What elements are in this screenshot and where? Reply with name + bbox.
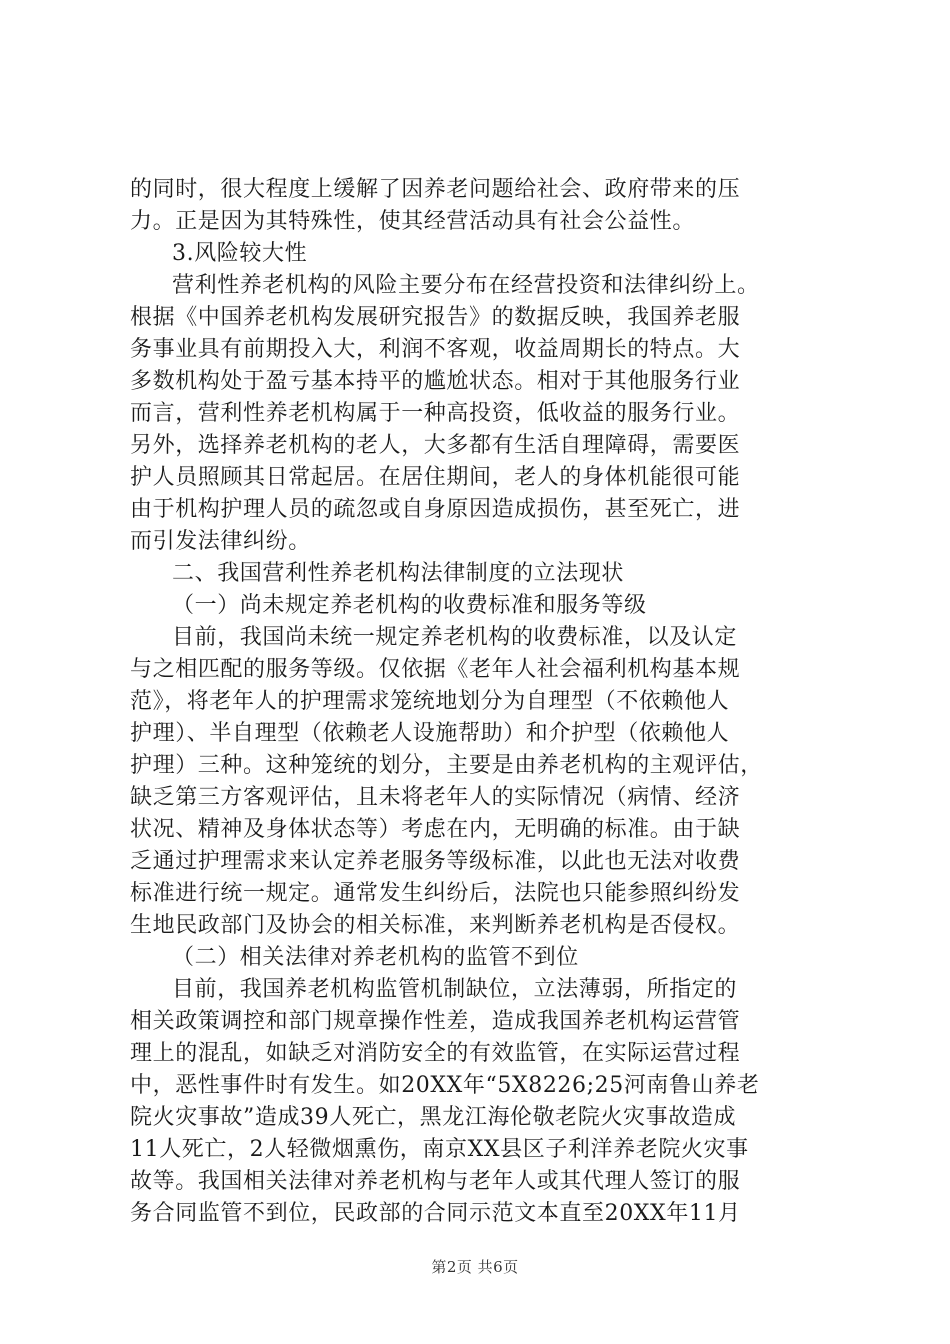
body-text-line: 另外，选择养老机构的老人，大多都有生活自理障碍，需要医 xyxy=(130,433,741,458)
body-text-line: 而言，营利性养老机构属于一种高投资，低收益的服务行业。 xyxy=(130,401,741,426)
paragraph-start-line: 营利性养老机构的风险主要分布在经营投资和法律纠纷上。 xyxy=(172,273,760,298)
body-text-line: 务事业具有前期投入大，利润不客观，收益周期长的特点。大 xyxy=(130,337,741,362)
body-text-line: 护理）三种。这种笼统的划分，主要是由养老机构的主观评估， xyxy=(130,753,763,778)
body-text-line: 理上的混乱，如缺乏对消防安全的有效监管，在实际运营过程 xyxy=(130,1041,741,1066)
body-text-line: 务合同监管不到位，民政部的合同示范文本直至20XX年11月 xyxy=(130,1201,741,1226)
paragraph-start-line: 目前，我国尚未统一规定养老机构的收费标准，以及认定 xyxy=(172,625,738,650)
section-subheading: 3.风险较大性 xyxy=(172,241,308,266)
body-text-line: 生地民政部门及协会的相关标准，来判断养老机构是否侵权。 xyxy=(130,913,741,938)
body-text-line: 中，恶性事件时有发生。如20XX年“5X8226;25河南鲁山养老 xyxy=(130,1073,760,1098)
paragraph-start-line: 目前，我国养老机构监管机制缺位，立法薄弱，所指定的 xyxy=(172,977,738,1002)
body-text-line: 多数机构处于盈亏基本持平的尴尬状态。相对于其他服务行业 xyxy=(130,369,741,394)
body-text-line: 护人员照顾其日常起居。在居住期间，老人的身体机能很可能 xyxy=(130,465,741,490)
body-text-line: 缺乏第三方客观评估，且未将老年人的实际情况（病情、经济 xyxy=(130,785,741,810)
subsection-heading: （二）相关法律对养老机构的监管不到位 xyxy=(172,945,579,970)
body-text-line: 由于机构护理人员的疏忽或自身原因造成损伤，甚至死亡，进 xyxy=(130,497,741,522)
page-number-footer: 第2页 共6页 xyxy=(431,1258,519,1276)
subsection-heading: （一）尚未规定养老机构的收费标准和服务等级 xyxy=(172,593,647,618)
body-text-line: 与之相匹配的服务等级。仅依据《老年人社会福利机构基本规 xyxy=(130,657,741,682)
body-text-line: 相关政策调控和部门规章操作性差，造成我国养老机构运营管 xyxy=(130,1009,741,1034)
body-text-line: 11人死亡，2人轻微烟熏伤，南京XX县区子利洋养老院火灾事 xyxy=(130,1137,749,1162)
body-text-line: 乏通过护理需求来认定养老服务等级标准，以此也无法对收费 xyxy=(130,849,741,874)
body-text-line: 院火灾事故”造成39人死亡，黑龙江海伦敬老院火灾事故造成 xyxy=(130,1105,737,1130)
body-text-line: 状况、精神及身体状态等）考虑在内，无明确的标准。由于缺 xyxy=(130,817,741,842)
body-text-line: 范》，将老年人的护理需求笼统地划分为自理型（不依赖他人 xyxy=(130,689,730,714)
body-text-line: 力。正是因为其特殊性，使其经营活动具有社会公益性。 xyxy=(130,209,696,234)
body-text-line: 故等。我国相关法律对养老机构与老年人或其代理人签订的服 xyxy=(130,1169,741,1194)
body-text-line: 标准进行统一规定。通常发生纠纷后，法院也只能参照纠纷发 xyxy=(130,881,741,906)
body-text-line: 根据《中国养老机构发展研究报告》的数据反映，我国养老服 xyxy=(130,305,741,330)
section-heading: 二、我国营利性养老机构法律制度的立法现状 xyxy=(172,561,625,586)
body-text-line: 而引发法律纠纷。 xyxy=(130,529,311,554)
body-text-line: 的同时，很大程度上缓解了因养老问题给社会、政府带来的压 xyxy=(130,177,741,202)
body-text-line: 护理）、半自理型（依赖老人设施帮助）和介护型（依赖他人 xyxy=(130,721,730,746)
